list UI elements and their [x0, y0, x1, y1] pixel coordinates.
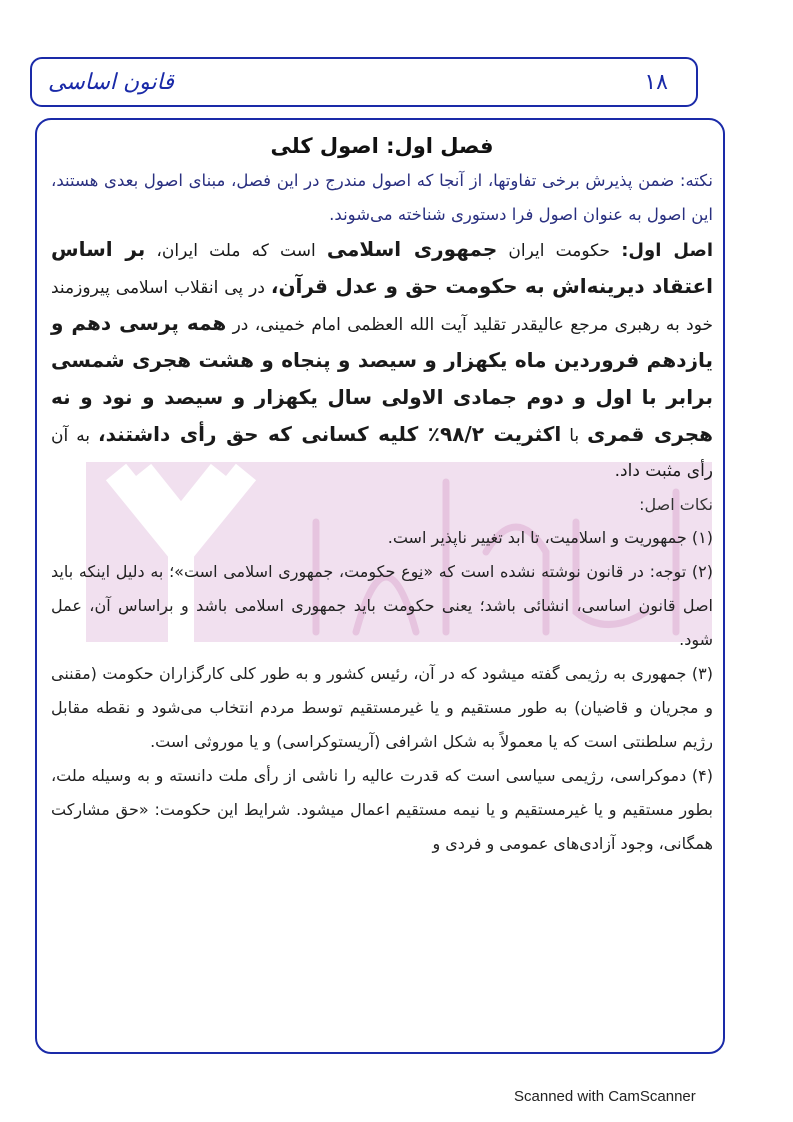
article-1-segment: در پی انقلاب اسلامی پیروزمند خود به رهبری مرجع عالیقدر تقلید آیت الله العظمی امام خمینی، در: [51, 278, 713, 335]
point-number: (۱): [691, 528, 713, 547]
article-1-segment-bold: همه پرسی دهم و یازدهم فروردین ماه یکهزار و سیصد و پنجاه و هشت هجری شمسی برابر با اول و دوم جمادی الاولی سال یکهزار و سیصد و نود و نه هجری قمری: [51, 311, 713, 446]
point-text: حکومت، جمهوری اسلامی است»؛ به دلیل اینکه باید اصل قانون اساسی، انشائی باشد؛ یعنی حکومت باید جمهوری اسلامی باشد و براساس آن، عمل شود.: [51, 562, 713, 649]
point-number: (۲): [691, 562, 713, 581]
article-1: [51, 232, 713, 489]
point-underlined-word: نوع: [401, 562, 424, 581]
scanner-footer: Scanned with CamScanner: [514, 1088, 696, 1105]
article-1-segment: حکومت ایران: [497, 241, 622, 261]
point-number: (۳): [691, 664, 713, 683]
content-box: [35, 118, 725, 1054]
article-1-segment-bold: بر اساس اعتقاد دیرینه‌اش به حکومت حق و عدل قرآن،: [51, 237, 714, 298]
point-item: [51, 657, 713, 759]
note-paragraph: [51, 164, 713, 232]
point-number: (۴): [691, 766, 714, 785]
page-number: ۱۸: [644, 69, 668, 95]
article-1-segment: با: [561, 426, 588, 446]
point-text: جمهوریت و اسلامیت، تا ابد تغییر ناپذیر است.: [387, 528, 687, 547]
article-1-segment: به آن رأی مثبت داد.: [51, 426, 713, 481]
article-1-segment: است که ملت ایران،: [145, 241, 327, 261]
article-1-segment-bold: جمهوری اسلامی: [326, 237, 498, 261]
point-text: توجه: در قانون نوشته نشده است که «: [423, 562, 687, 581]
point-item: [51, 759, 713, 861]
article-1-label: اصل اول:: [621, 240, 714, 261]
point-item: [51, 521, 713, 555]
note-label: نکته:: [679, 171, 713, 190]
point-text: دموکراسی، رژیمی سیاسی است که قدرت عالیه را ناشی از رأی ملت دانسته و به وسیله ملت، بطور مستقیم و یا غیرمستقیم و یا نیمه مستقیم اعمال میشود. شرایط این حکومت: «حق مشارکت همگانی، وجود آزادی‌های عمومی و فردی و: [51, 766, 713, 853]
page-header: [30, 57, 698, 107]
point-text: جمهوری به رژیمی گفته میشود که در آن، رئیس کشور و به طور کلی کارگزاران حکومت (مقننی و مجریان و قاضیان) به طور مستقیم و یا غیرمستقیم توسط مردم انتخاب می‌شود و نقطه مقابل رژیم سلطنتی است که یا معمولاً به شکل اشرافی (آریستوکراسی) و یا موروثی است.: [51, 664, 713, 751]
chapter-title: فصل اول: اصول کلی: [270, 134, 494, 158]
points-title: نکات اصل:: [639, 495, 713, 514]
note-text: ضمن پذیرش برخی تفاوتها، از آنجا که اصول مندرج در این فصل، مبنای اصول بعدی هستند، این اصول به عنوان اصول فرا دستوری شناخته می‌شوند.: [51, 171, 713, 224]
book-title: قانون اساسی: [48, 69, 174, 95]
article-1-segment-bold: اکثریت ۹۸/۲٪ کلیه کسانی که حق رأی داشتند،: [98, 422, 562, 446]
point-item: [51, 555, 713, 657]
